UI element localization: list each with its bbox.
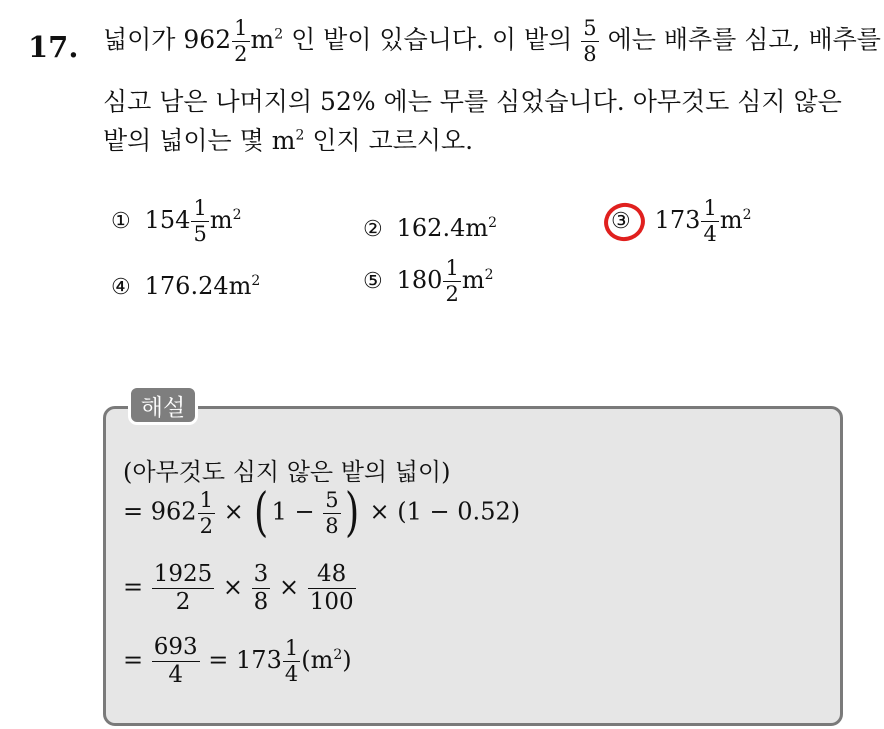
unit: m bbox=[465, 214, 489, 242]
cabbage-fraction bbox=[581, 18, 598, 65]
area-whole: 962 bbox=[183, 25, 232, 54]
fraction-denominator: 2 bbox=[152, 588, 215, 614]
times-sign: × bbox=[215, 573, 251, 601]
fraction-numerator: 1 bbox=[284, 636, 299, 660]
unit-close: ) bbox=[342, 646, 352, 674]
unit-exponent: 2 bbox=[251, 273, 261, 289]
equals-sign: = bbox=[123, 573, 151, 601]
problem-line-1 bbox=[103, 18, 881, 65]
fraction-denominator: 8 bbox=[325, 513, 339, 538]
unit-exponent: 2 bbox=[295, 127, 305, 144]
choice-whole: 180 bbox=[396, 266, 443, 294]
unit-exponent: 2 bbox=[488, 215, 498, 231]
choice-4[interactable] bbox=[111, 272, 260, 300]
fraction-numerator: 1 bbox=[234, 16, 248, 40]
fraction-denominator: 2 bbox=[234, 42, 248, 66]
unit-exponent: 2 bbox=[232, 207, 242, 223]
problem-line-3 bbox=[103, 128, 473, 153]
choice-mark: ④ bbox=[111, 275, 131, 300]
solution-line-2 bbox=[123, 483, 521, 543]
solution-text: = 173 bbox=[200, 646, 282, 674]
choice-fraction bbox=[701, 198, 718, 245]
choice-3[interactable] bbox=[611, 198, 752, 245]
area-fraction bbox=[232, 18, 249, 65]
unit-exponent: 2 bbox=[274, 26, 284, 43]
unit: m bbox=[228, 272, 252, 300]
times-sign: × bbox=[271, 573, 307, 601]
fraction-numerator: 1 bbox=[445, 256, 459, 280]
unit: m bbox=[209, 206, 233, 234]
fraction-denominator: 2 bbox=[199, 513, 213, 538]
fraction-denominator: 4 bbox=[284, 662, 299, 686]
choice-fraction bbox=[191, 198, 208, 245]
solution-fraction bbox=[152, 563, 215, 614]
fraction-denominator: 5 bbox=[193, 222, 207, 246]
choice-mark: ② bbox=[363, 217, 383, 242]
choice-mark: ① bbox=[111, 209, 131, 234]
unit-exponent: 2 bbox=[484, 267, 494, 283]
fraction-numerator: 1925 bbox=[153, 561, 213, 587]
problem-text: 넓이가 bbox=[103, 25, 184, 54]
choice-whole: 154 bbox=[144, 206, 191, 234]
unit: m bbox=[719, 206, 743, 234]
equals-sign: = bbox=[123, 497, 151, 526]
fraction-denominator: 4 bbox=[152, 661, 200, 687]
choice-value: 176.24 bbox=[144, 272, 229, 300]
choice-5[interactable] bbox=[363, 258, 494, 305]
times-sign: × bbox=[215, 497, 252, 526]
solution-fraction bbox=[198, 487, 215, 538]
solution-fraction bbox=[308, 563, 356, 614]
fraction-numerator: 1 bbox=[199, 487, 213, 512]
fraction-numerator: 48 bbox=[317, 561, 347, 587]
choice-2[interactable] bbox=[363, 214, 497, 242]
question-number: 17. bbox=[28, 30, 79, 64]
fraction-numerator: 693 bbox=[153, 634, 198, 660]
solution-line-3 bbox=[123, 563, 357, 614]
unit-open: (m bbox=[301, 646, 334, 674]
fraction-numerator: 5 bbox=[583, 16, 597, 40]
choice-whole: 173 bbox=[654, 206, 701, 234]
solution-line-1: (아무것도 심지 않은 밭의 넓이) bbox=[123, 458, 451, 486]
solution-fraction bbox=[323, 487, 340, 538]
problem-line-2: 심고 남은 나머지의 52% 에는 무를 심었습니다. 아무것도 심지 않은 bbox=[103, 87, 842, 116]
choice-fraction bbox=[443, 258, 460, 305]
solution-line-4 bbox=[123, 636, 352, 687]
fraction-numerator: 1 bbox=[193, 196, 207, 220]
unit-exponent: 2 bbox=[333, 647, 343, 663]
choice-mark: ⑤ bbox=[363, 269, 383, 294]
choice-1[interactable] bbox=[111, 198, 242, 245]
left-paren: ( bbox=[254, 483, 269, 543]
solution-fraction bbox=[252, 563, 271, 614]
unit-exponent: 2 bbox=[742, 207, 752, 223]
fraction-denominator: 2 bbox=[445, 282, 459, 306]
fraction-numerator: 3 bbox=[253, 561, 269, 587]
problem-text: 인지 고르시오. bbox=[304, 126, 474, 155]
solution-tag: 해설 bbox=[128, 385, 198, 425]
choice-mark: ③ bbox=[611, 209, 631, 234]
fraction-numerator: 5 bbox=[325, 487, 339, 512]
problem-text: 밭의 넓이는 몇 bbox=[103, 126, 272, 155]
unit: m bbox=[250, 25, 275, 54]
mixed-whole: 962 bbox=[150, 497, 197, 526]
solution-fraction bbox=[283, 638, 300, 685]
fraction-denominator: 100 bbox=[309, 589, 354, 615]
fraction-denominator: 8 bbox=[583, 42, 597, 66]
unit: m bbox=[461, 266, 485, 294]
unit: m bbox=[271, 126, 296, 155]
fraction-denominator: 8 bbox=[253, 589, 269, 615]
problem-text: 인 밭이 있습니다. 이 밭의 bbox=[283, 25, 581, 54]
problem-text: 에는 배추를 심고, 배추를 bbox=[599, 25, 881, 54]
right-paren: ) bbox=[344, 483, 359, 543]
solution-text: × (1 − 0.52) bbox=[361, 497, 521, 526]
fraction-denominator: 4 bbox=[703, 222, 717, 246]
fraction-numerator: 1 bbox=[703, 196, 717, 220]
one-minus: 1 − bbox=[271, 497, 323, 526]
solution-fraction bbox=[152, 636, 200, 687]
choice-value: 162.4 bbox=[396, 214, 466, 242]
equals-sign: = bbox=[123, 646, 151, 674]
